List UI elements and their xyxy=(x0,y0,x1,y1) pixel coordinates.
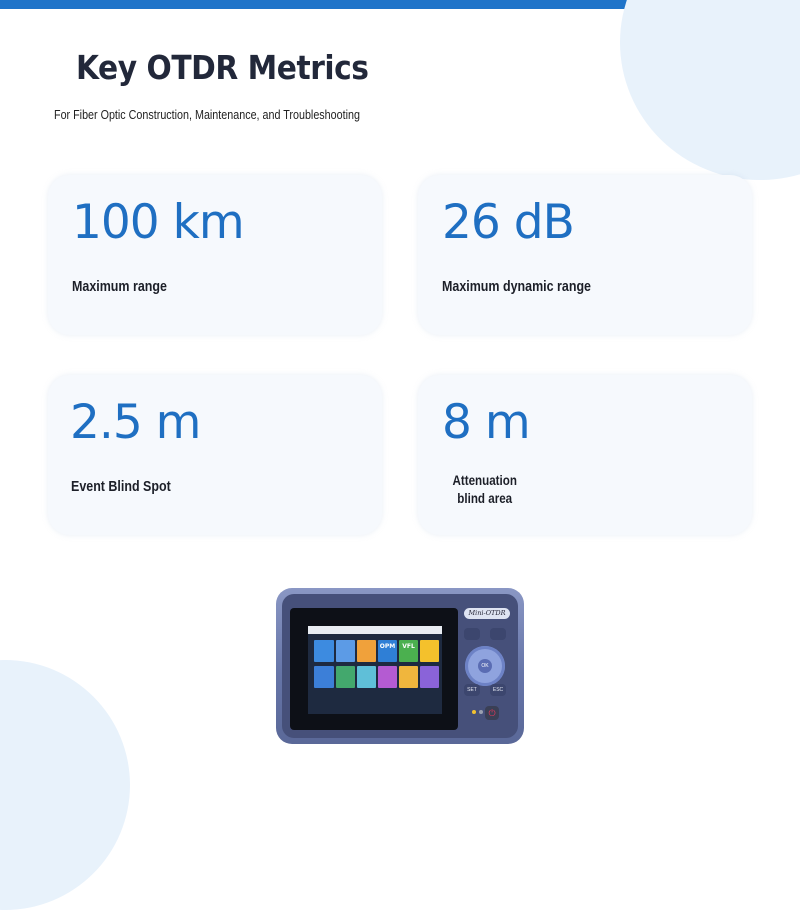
device-brand-logo: Mini-OTDR xyxy=(464,608,510,619)
tile-vfl xyxy=(399,640,418,662)
metric-card-event-blind-spot xyxy=(48,375,382,535)
power-icon xyxy=(485,706,499,720)
metric-card-attenuation-blind-area xyxy=(418,375,752,535)
tile-settings-icon xyxy=(420,666,439,688)
decorative-circle-top-right xyxy=(620,0,800,180)
metric-label: Event Blind Spot xyxy=(71,479,171,495)
tile-opm-label: OPM xyxy=(379,643,396,650)
metric-card-dynamic-range xyxy=(418,175,752,335)
page-subtitle: For Fiber Optic Construction, Maintenance, and Troubleshooting xyxy=(54,108,360,122)
device-ok-button: OK xyxy=(478,659,492,673)
tile-map-icon xyxy=(336,666,355,688)
metric-label: Maximum dynamic range xyxy=(442,279,591,295)
metric-label: Maximum range xyxy=(72,279,167,295)
device-dpad xyxy=(465,646,505,686)
tile-event-icon xyxy=(336,640,355,662)
device-led-icon xyxy=(479,710,483,714)
tile-folder-icon xyxy=(399,666,418,688)
metric-card-max-range xyxy=(48,175,382,335)
device-play-pause-button xyxy=(490,628,506,640)
tile-fiber-icon xyxy=(314,666,334,688)
page-title: Key OTDR Metrics xyxy=(76,48,369,87)
tile-light-icon xyxy=(420,640,439,662)
device-screen xyxy=(308,626,442,714)
tile-chart-icon xyxy=(357,666,376,688)
device-left-button xyxy=(464,628,480,640)
device-led-icon xyxy=(472,710,476,714)
tile-vfl-label: VFL xyxy=(402,643,415,650)
tile-opm xyxy=(378,640,397,662)
tile-record-icon xyxy=(378,666,397,688)
device-status-bar xyxy=(308,626,442,634)
metric-value: 2.5 m xyxy=(70,395,201,450)
metric-value: 100 km xyxy=(72,195,244,250)
tile-otdr-icon xyxy=(314,640,334,662)
decorative-circle-bottom-left xyxy=(0,660,130,910)
metric-label: Attenuation blind area xyxy=(452,473,517,506)
otdr-device-image xyxy=(276,588,524,746)
metric-value: 26 dB xyxy=(442,195,574,250)
tile-play-icon xyxy=(357,640,376,662)
top-accent-bar xyxy=(0,0,630,9)
device-set-button: SET xyxy=(464,684,480,696)
device-esc-button: ESC xyxy=(490,684,506,696)
metric-value: 8 m xyxy=(442,395,530,450)
